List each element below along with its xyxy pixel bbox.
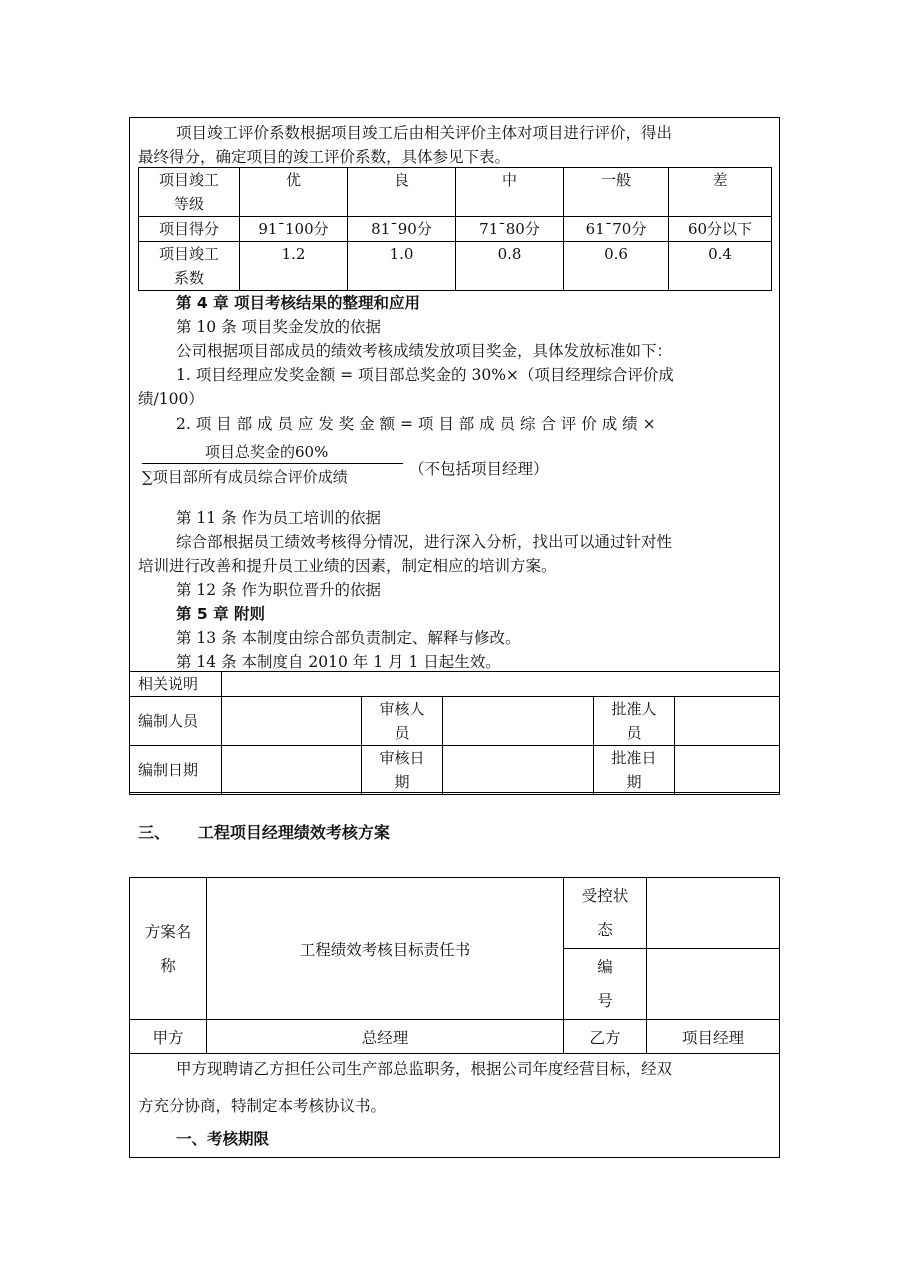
- grade-cell: 一般: [564, 168, 669, 217]
- score-cell: 81¯90分: [348, 217, 456, 242]
- related-notes-label: 相关说明: [130, 672, 222, 697]
- coef-label: 项目竣工 系数: [139, 242, 240, 291]
- article-13: 第 13 条 本制度由综合部负责制定、解释与修改。: [176, 629, 521, 647]
- prepared-by-label: 编制人员: [130, 697, 222, 746]
- party-b-label: 乙方: [564, 1020, 647, 1054]
- article-11-text-a: 综合部根据员工绩效考核得分情况，进行深入分析，找出可以通过针对性: [176, 533, 673, 551]
- party-b-value: 项目经理: [647, 1020, 780, 1054]
- coef-cell: 0.6: [564, 242, 669, 291]
- grade-cell: 优: [240, 168, 348, 217]
- number-value: [647, 949, 780, 1020]
- control-status-label: 受控状 态: [564, 878, 647, 949]
- coef-cell: 1.0: [348, 242, 456, 291]
- score-label: 项目得分: [139, 217, 240, 242]
- approver-value: [675, 697, 780, 746]
- review-date-value: [443, 746, 594, 795]
- party-a-value: 总经理: [207, 1020, 564, 1054]
- article-11-text-b: 培训进行改善和提升员工业绩的因素，制定相应的培训方案。: [138, 557, 557, 575]
- reviewer-value: [443, 697, 594, 746]
- reviewer-label: 审核人 员: [362, 697, 443, 746]
- article-14: 第 14 条 本制度自 2010 年 1 月 1 日起生效。: [176, 653, 501, 671]
- fraction-denominator: ∑项目部所有成员综合评价成绩: [142, 468, 348, 486]
- grade-table: [138, 167, 772, 291]
- related-notes-value: [222, 672, 780, 697]
- score-cell: 91¯100分: [240, 217, 348, 242]
- article-10-text: 公司根据项目部成员的绩效考核成绩发放项目奖金，具体发放标准如下：: [176, 342, 673, 360]
- agreement-text-a: 甲方现聘请乙方担任公司生产部总监职务，根据公司年度经营目标，经双: [176, 1060, 673, 1078]
- intro-line-1: 项目竣工评价系数根据项目竣工后由相关评价主体对项目进行评价，得出: [176, 124, 673, 142]
- score-cell: 61¯70分: [564, 217, 669, 242]
- number-label: 编 号: [564, 949, 647, 1020]
- prepared-by-value: [222, 697, 362, 746]
- signoff-table: [129, 671, 780, 795]
- formula-item-1a: 1. 项目经理应发奖金额 = 项目部总奖金的 30%×（项目经理综合评价成: [176, 366, 674, 384]
- prepared-date-label: 编制日期: [130, 746, 222, 795]
- grade-cell: 中: [456, 168, 564, 217]
- score-cell: 71¯80分: [456, 217, 564, 242]
- section-3-title: 三、 工程项目经理绩效考核方案: [138, 823, 390, 842]
- fraction-bar: [142, 463, 403, 464]
- intro-line-2: 最终得分，确定项目的竣工评价系数，具体参见下表。: [138, 148, 511, 166]
- prepared-date-value: [222, 746, 362, 795]
- coef-cell: 1.2: [240, 242, 348, 291]
- grade-cell: 差: [669, 168, 772, 217]
- grade-cell: 良: [348, 168, 456, 217]
- fraction-note: （不包括项目经理）: [409, 460, 549, 478]
- article-10: 第 10 条 项目奖金发放的依据: [176, 318, 382, 336]
- plan-name-value: 工程绩效考核目标责任书: [207, 878, 564, 1020]
- grade-header-cell: 项目竣工 等级: [139, 168, 240, 217]
- plan-name-label: 方案名 称: [130, 878, 207, 1020]
- fraction-numerator: 项目总奖金的60%: [205, 443, 329, 461]
- approver-label: 批准人 员: [594, 697, 675, 746]
- coef-cell: 0.4: [669, 242, 772, 291]
- coef-cell: 0.8: [456, 242, 564, 291]
- approve-date-label: 批准日 期: [594, 746, 675, 795]
- approve-date-value: [675, 746, 780, 795]
- article-12: 第 12 条 作为职位晋升的依据: [176, 581, 382, 599]
- agreement-text-b: 方充分协商，特制定本考核协议书。: [138, 1097, 387, 1115]
- formula-item-1b: 绩/100）: [138, 390, 204, 408]
- plan-table: [129, 877, 780, 1054]
- party-a-label: 甲方: [130, 1020, 207, 1054]
- term-heading: 一、考核期限: [176, 1130, 270, 1148]
- chapter-4-title: 第 4 章 项目考核结果的整理和应用: [176, 294, 420, 312]
- chapter-5-title: 第 5 章 附则: [176, 605, 265, 623]
- review-date-label: 审核日 期: [362, 746, 443, 795]
- score-cell: 60分以下: [669, 217, 772, 242]
- article-11: 第 11 条 作为员工培训的依据: [176, 509, 382, 527]
- control-status-value: [647, 878, 780, 949]
- formula-item-2: 2. 项 目 部 成 员 应 发 奖 金 额 = 项 目 部 成 员 综 合 评 价 成 绩 ×: [176, 415, 656, 433]
